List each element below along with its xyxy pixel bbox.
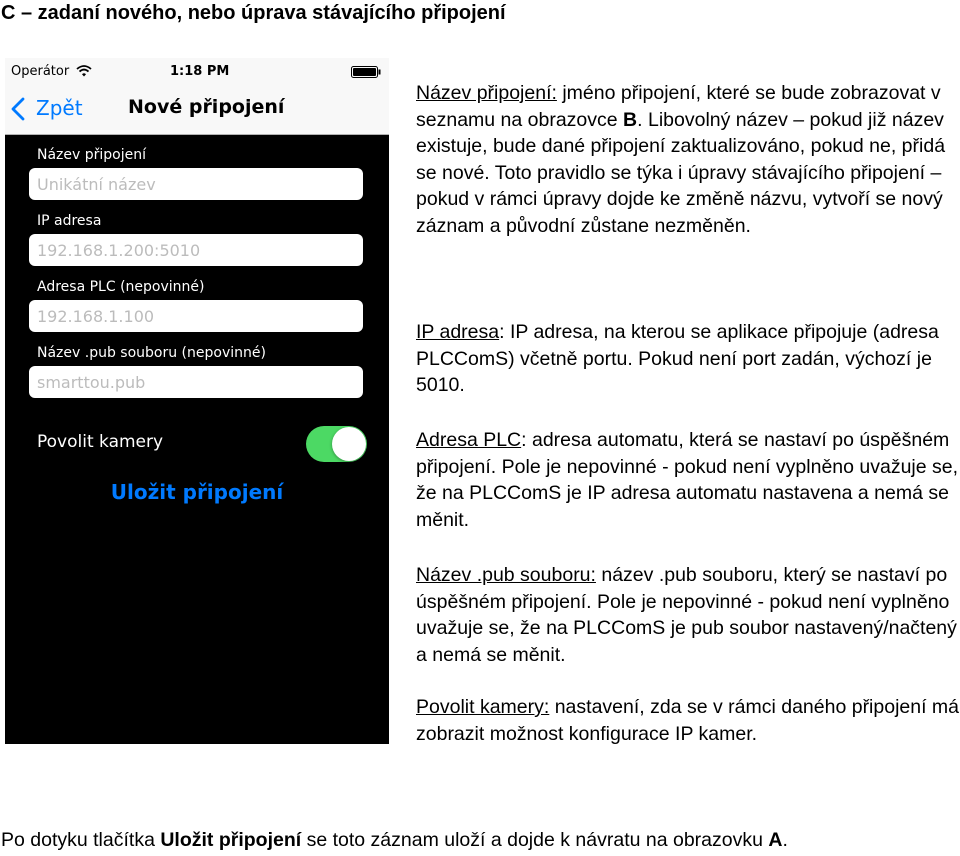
term-plc-address: Adresa PLC (416, 429, 522, 451)
description-enable-cameras (416, 694, 960, 747)
screen-reference: A (768, 829, 783, 851)
footer-note (1, 827, 960, 853)
plc-address-input[interactable] (29, 300, 363, 332)
chevron-left-icon (11, 97, 25, 121)
connection-name-label: Název připojení (37, 147, 146, 163)
description-text: nastavení, zda se v rámci daného připojení má zobrazit možnost konfigurace IP kamer. (416, 696, 960, 745)
wifi-icon (76, 65, 92, 77)
carrier-label: Operátor (11, 64, 70, 79)
battery-icon (351, 66, 381, 78)
status-bar (5, 58, 389, 84)
nav-title: Nové připojení (128, 96, 285, 118)
toggle-knob (332, 427, 366, 461)
footer-text: Po dotyku tlačítka (1, 829, 161, 851)
status-time: 1:18 PM (170, 64, 230, 79)
footer-text: . (782, 829, 788, 851)
term-enable-cameras: Povolit kamery: (416, 696, 550, 718)
pub-file-label: Název .pub souboru (nepovinné) (37, 345, 266, 361)
description-text: : adresa automatu, která se nastaví po úspěšném připojení. Pole je nepovinné - pokud není vyplněno uvažuje se, že na PLCComS je IP adresa automatu nastavena a nemá se měnit. (416, 429, 959, 531)
enable-cameras-label: Povolit kamery (37, 432, 164, 452)
ip-address-input[interactable] (29, 234, 363, 266)
ip-address-label: IP adresa (37, 213, 102, 229)
description-pub-file (416, 562, 960, 668)
save-connection-button[interactable]: Uložit připojení (110, 480, 284, 504)
phone-screenshot (5, 58, 389, 744)
save-reference: Uložit připojení (160, 829, 302, 851)
plc-address-label: Adresa PLC (nepovinné) (37, 279, 205, 295)
term-pub-file: Název .pub souboru: (416, 564, 596, 586)
navigation-bar (5, 84, 389, 135)
description-text: : IP adresa, na kterou se aplikace připojuje (adresa PLCComS) včetně portu. Pokud není port zadán, výchozí je 5010. (416, 321, 939, 396)
connection-name-input[interactable] (29, 168, 363, 200)
description-text: . Libovolný název – pokud již název existuje, bude dané připojení zaktualizováno, pokud ne, přidá se nové. Toto pravidlo se týka i úpravy stávajícího připojení – pokud v rámci úpravy dojde ke změně názvu, vytvoří se nový záznam a původní zůstane nezměněn. (416, 108, 946, 237)
description-ip-address (416, 319, 960, 399)
pub-file-input[interactable] (29, 366, 363, 398)
page-heading: C – zadaní nového, nebo úprava stávajícího připojení (1, 2, 506, 24)
description-text: jméno připojení, které se bude zobrazovat v seznamu na obrazovce (416, 82, 941, 131)
screen-reference: B (623, 108, 638, 131)
enable-cameras-toggle[interactable] (306, 426, 367, 462)
term-connection-name: Název připojení: (416, 82, 557, 104)
term-ip-address: IP adresa (416, 321, 500, 343)
description-text: název .pub souboru, který se nastaví po úspěšném připojení. Pole je nepovinné - pokud není vyplněno uvažuje se, že na PLCComS je pub soubor nastavený/načtený a nemá se měnit. (416, 564, 957, 666)
description-plc-address (416, 427, 960, 533)
description-connection-name (416, 80, 960, 239)
back-label: Zpět (36, 96, 83, 120)
footer-text: se toto záznam uloží a dojde k návratu na obrazovku (301, 829, 769, 851)
